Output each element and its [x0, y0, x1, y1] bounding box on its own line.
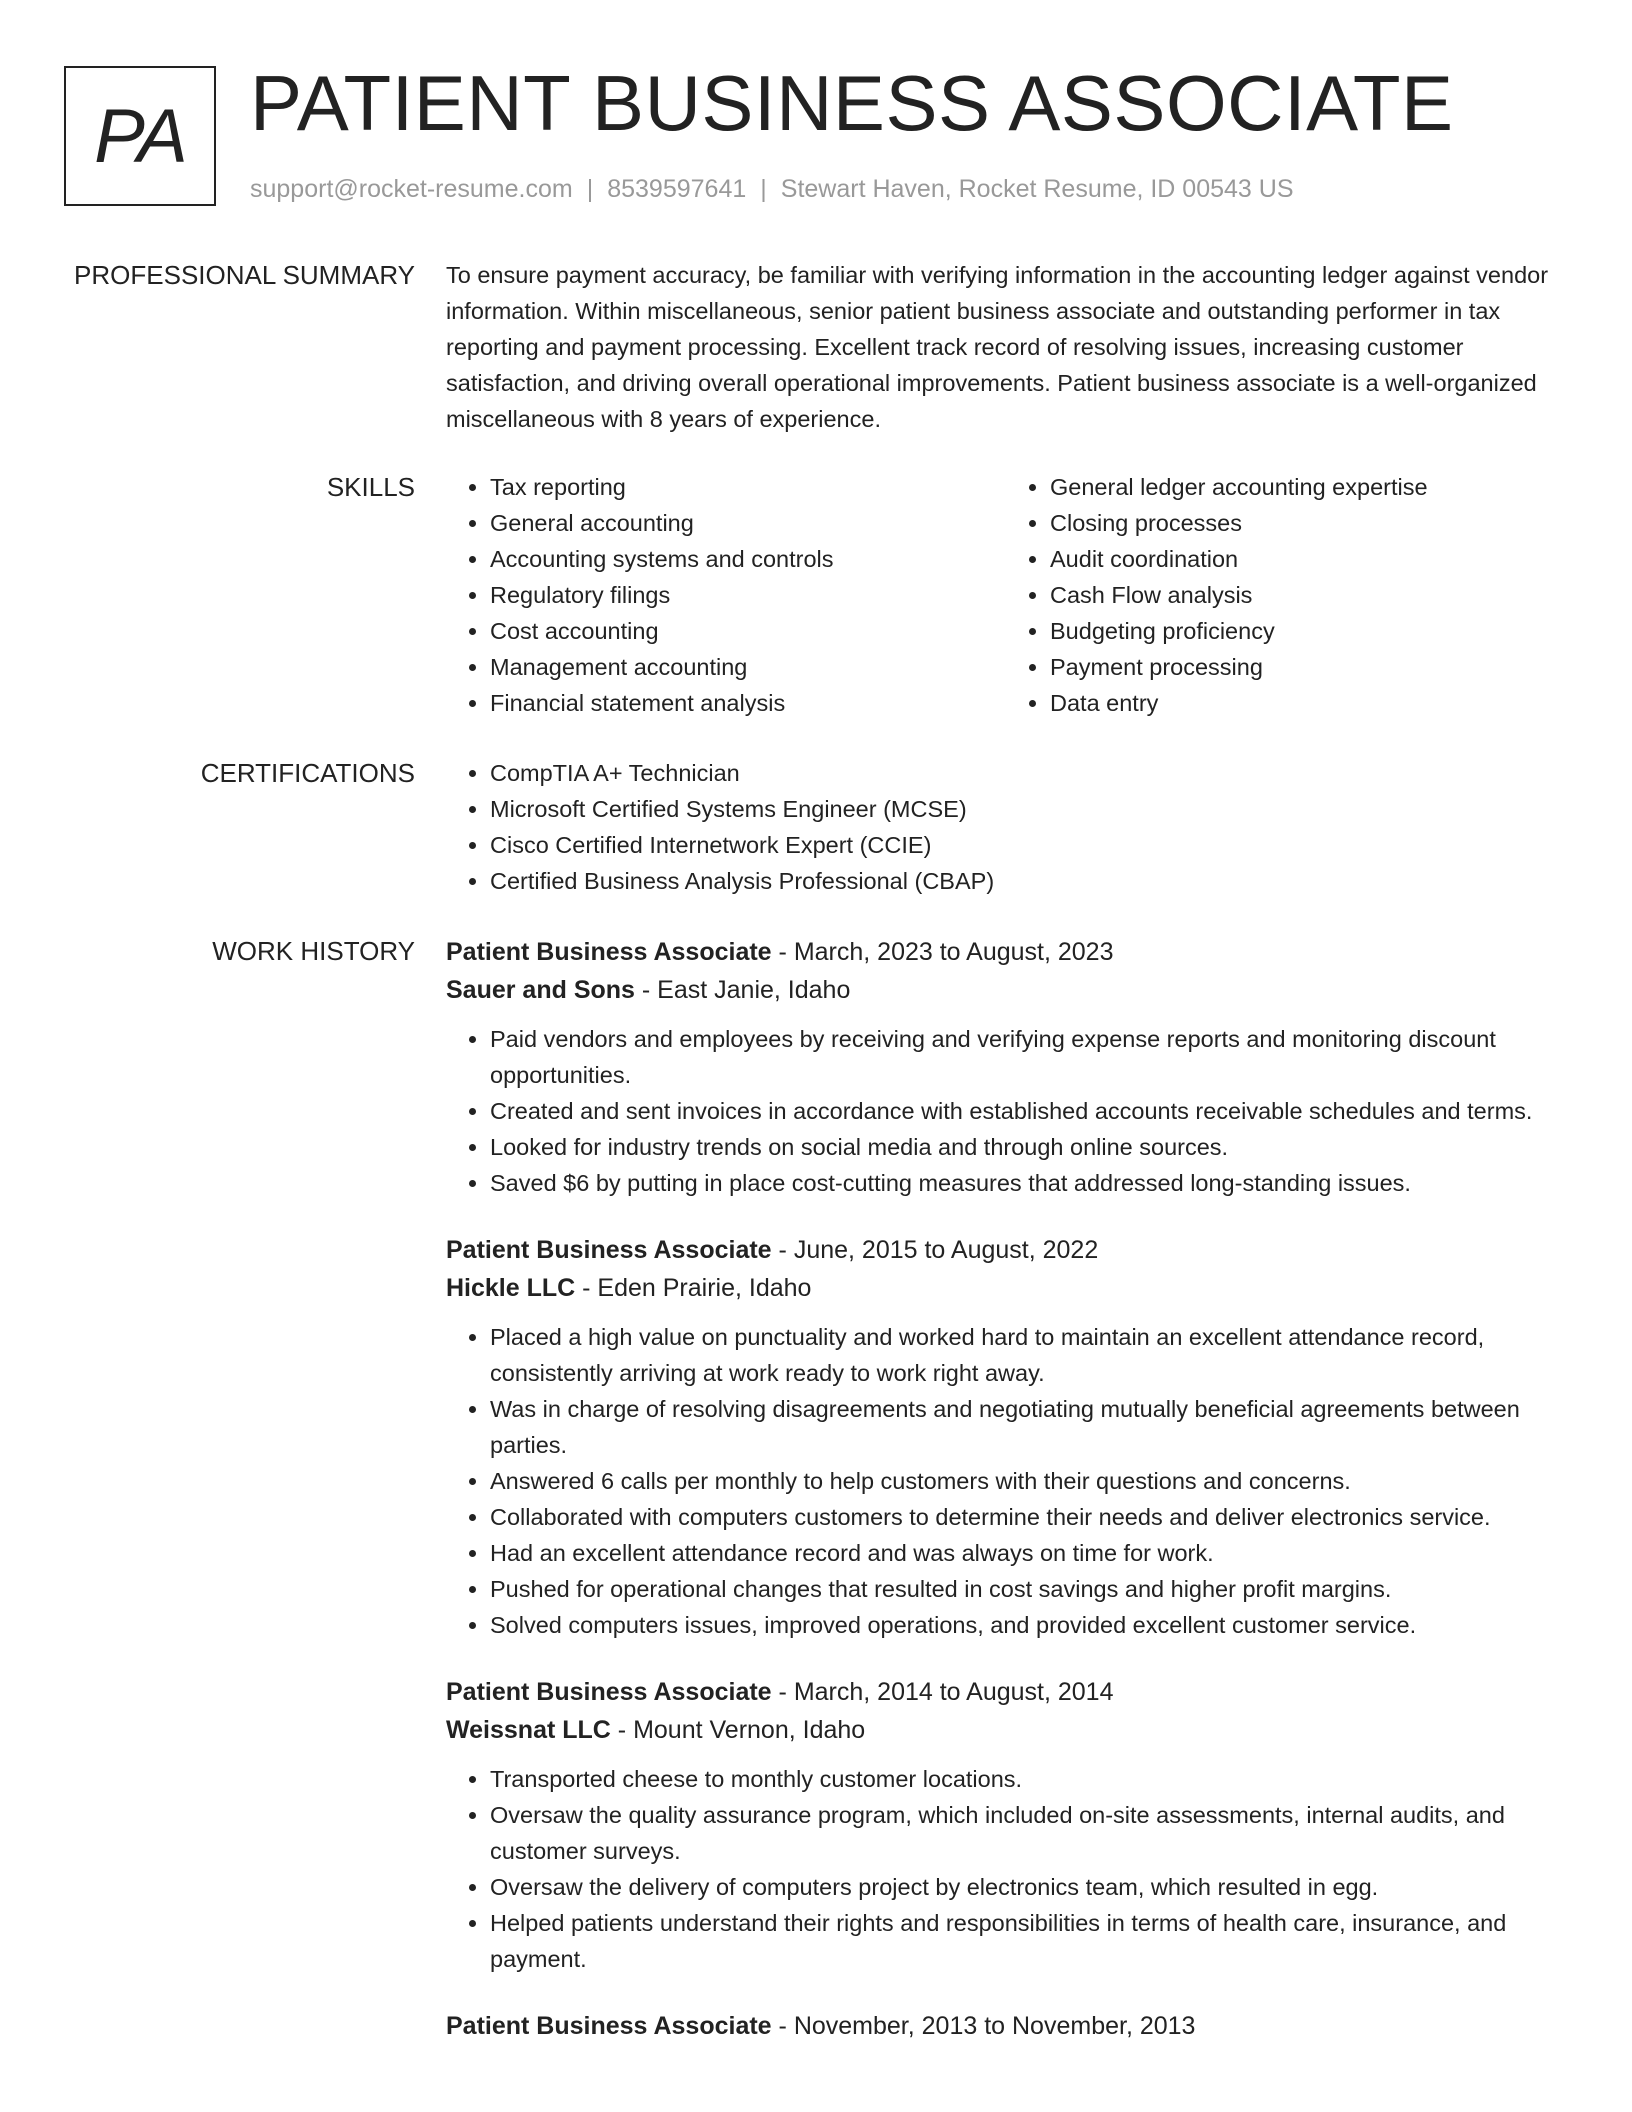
job-company-line: Hickle LLC - Eden Prairie, Idaho [446, 1274, 812, 1302]
job-location: East Janie, Idaho [657, 976, 851, 1004]
job-bullet: • Solved computers issues, improved operations, and provided excellent customer service. [490, 1607, 1566, 1643]
job-company-line: Weissnat LLC - Mount Vernon, Idaho [446, 1716, 866, 1744]
contact-email[interactable]: support@rocket-resume.com [250, 175, 573, 203]
job-bullet: • Oversaw the delivery of computers project by electronics team, which resulted in egg. [490, 1869, 1566, 1905]
skill-item: • Data entry [1050, 685, 1566, 721]
job-title: Patient Business Associate [446, 938, 772, 966]
page-title: PATIENT BUSINESS ASSOCIATE [250, 59, 1454, 147]
skill-item: • Management accounting [490, 649, 1006, 685]
work-history-list [446, 933, 1566, 2075]
skill-item: • General accounting [490, 505, 1006, 541]
job-entry [446, 1231, 1566, 1643]
certification-item: • CompTIA A+ Technician [490, 755, 1566, 791]
job-company-line: Sauer and Sons - East Janie, Idaho [446, 976, 851, 1004]
job-bullet: • Had an excellent attendance record and was always on time for work. [490, 1535, 1566, 1571]
skill-item: • Financial statement analysis [490, 685, 1006, 721]
summary-text: To ensure payment accuracy, be familiar with verifying information in the accounting ledger against vendor information. Within miscellaneous, senior patient business associate and outstanding performer in tax reporting and payment processing. Excellent track record of resolving issues, increasing customer satisfaction, and driving overall operational improvements. Patient business associate is a well-organized miscellaneous with 8 years of experience. [446, 262, 1549, 432]
contact-phone[interactable]: 8539597641 [607, 175, 747, 203]
job-dates: March, 2023 to August, 2023 [793, 938, 1114, 966]
job-entry [446, 2007, 1566, 2045]
skills-column-left [446, 469, 1006, 721]
job-title: Patient Business Associate [446, 1678, 772, 1706]
job-entry [446, 933, 1566, 1201]
work-history-label: WORK HISTORY [212, 936, 415, 966]
job-bullet: • Collaborated with computers customers to determine their needs and deliver electronics service. [490, 1499, 1566, 1535]
job-dates: November, 2013 to November, 2013 [793, 2012, 1196, 2040]
job-company: Hickle LLC [446, 1274, 576, 1302]
skill-item: • Closing processes [1050, 505, 1566, 541]
job-bullet: • Answered 6 calls per monthly to help customers with their questions and concerns. [490, 1463, 1566, 1499]
job-dates: June, 2015 to August, 2022 [793, 1236, 1099, 1264]
job-dates: March, 2014 to August, 2014 [793, 1678, 1114, 1706]
job-bullet: • Paid vendors and employees by receiving and verifying expense reports and monitoring discount opportunities. [490, 1021, 1566, 1093]
job-bullet: • Placed a high value on punctuality and worked hard to maintain an excellent attendance record, consistently arriving at work ready to work right away. [490, 1319, 1566, 1391]
job-title-line: Patient Business Associate - June, 2015 to August, 2022 [446, 1236, 1099, 1264]
job-bullet: • Saved $6 by putting in place cost-cutting measures that addressed long-standing issues. [490, 1165, 1566, 1201]
skills-column-right [1006, 469, 1566, 721]
job-bullet: • Transported cheese to monthly customer locations. [490, 1761, 1566, 1797]
job-title: Patient Business Associate [446, 1236, 772, 1264]
job-title: Patient Business Associate [446, 2012, 772, 2040]
job-title-line: Patient Business Associate - November, 2013 to November, 2013 [446, 2012, 1196, 2040]
skill-item: • General ledger accounting expertise [1050, 469, 1566, 505]
skills-list [446, 469, 1566, 721]
skill-item: • Accounting systems and controls [490, 541, 1006, 577]
job-company: Weissnat LLC [446, 1716, 611, 1744]
skill-item: • Budgeting proficiency [1050, 613, 1566, 649]
job-location: Eden Prairie, Idaho [597, 1274, 812, 1302]
contact-line [250, 175, 1294, 204]
contact-separator: | [760, 175, 767, 203]
job-company: Sauer and Sons [446, 976, 635, 1004]
job-bullets [446, 1319, 1566, 1643]
job-bullet: • Looked for industry trends on social media and through online sources. [490, 1129, 1566, 1165]
certifications-list [446, 755, 1566, 899]
skills-label: SKILLS [326, 472, 415, 502]
monogram: PA [64, 66, 216, 206]
contact-separator: | [586, 175, 594, 203]
contact-address: Stewart Haven, Rocket Resume, ID 00543 US [780, 175, 1294, 203]
summary-label: PROFESSIONAL SUMMARY [74, 260, 415, 290]
skill-item: • Payment processing [1050, 649, 1566, 685]
job-location: Mount Vernon, Idaho [633, 1716, 866, 1744]
skill-item: • Regulatory filings [490, 577, 1006, 613]
skill-item: • Cost accounting [490, 613, 1006, 649]
job-title-line: Patient Business Associate - March, 2014 to August, 2014 [446, 1678, 1114, 1706]
skill-item: • Cash Flow analysis [1050, 577, 1566, 613]
job-entry [446, 1673, 1566, 1977]
certifications-label: CERTIFICATIONS [200, 758, 415, 788]
job-bullet: • Was in charge of resolving disagreements and negotiating mutually beneficial agreements between parties. [490, 1391, 1566, 1463]
job-bullets [446, 1021, 1566, 1201]
job-bullet: • Oversaw the quality assurance program, which included on-site assessments, internal audits, and customer surveys. [490, 1797, 1566, 1869]
certification-item: • Cisco Certified Internetwork Expert (CCIE) [490, 827, 1566, 863]
job-title-line: Patient Business Associate - March, 2023 to August, 2023 [446, 938, 1114, 966]
certification-item: • Microsoft Certified Systems Engineer (MCSE) [490, 791, 1566, 827]
skill-item: • Tax reporting [490, 469, 1006, 505]
certification-item: • Certified Business Analysis Professional (CBAP) [490, 863, 1566, 899]
job-bullet: • Created and sent invoices in accordance with established accounts receivable schedules and terms. [490, 1093, 1566, 1129]
job-bullets [446, 1761, 1566, 1977]
skill-item: • Audit coordination [1050, 541, 1566, 577]
job-bullet: • Pushed for operational changes that resulted in cost savings and higher profit margins. [490, 1571, 1566, 1607]
job-bullet: • Helped patients understand their rights and responsibilities in terms of health care, insurance, and payment. [490, 1905, 1566, 1977]
